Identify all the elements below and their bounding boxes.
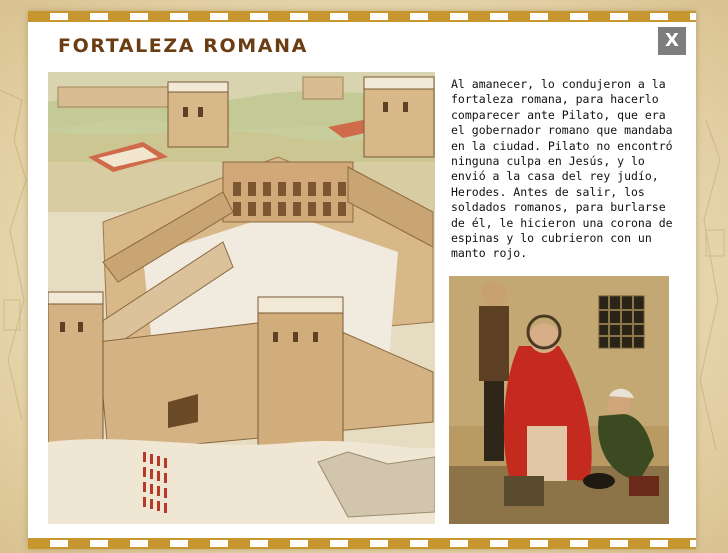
top-border-stripe <box>28 11 696 22</box>
fortress-illustration <box>48 72 435 524</box>
painting-drawing <box>449 276 669 524</box>
narrative-text: Al amanecer, lo condujeron a la fortaleza romana, para hacerlo comparecer ante Pilato, que era el gobernador romano que mandaba en la ciudad. Pilato no encontró ninguna culpa en Jesús, y lo envió a la casa del rey judío, Herodes. Antes de salir, los soldados romanos, para burlarse de él, le hicieron una corona de espinas y lo cubrieron con un manto rojo. <box>451 77 673 261</box>
bottom-border-stripe <box>28 538 696 549</box>
fortress-drawing <box>48 72 435 524</box>
page-title: FORTALEZA ROMANA <box>58 35 308 57</box>
content-panel <box>28 11 696 549</box>
crown-of-thorns-painting <box>449 276 669 524</box>
close-button[interactable]: X <box>658 27 686 55</box>
